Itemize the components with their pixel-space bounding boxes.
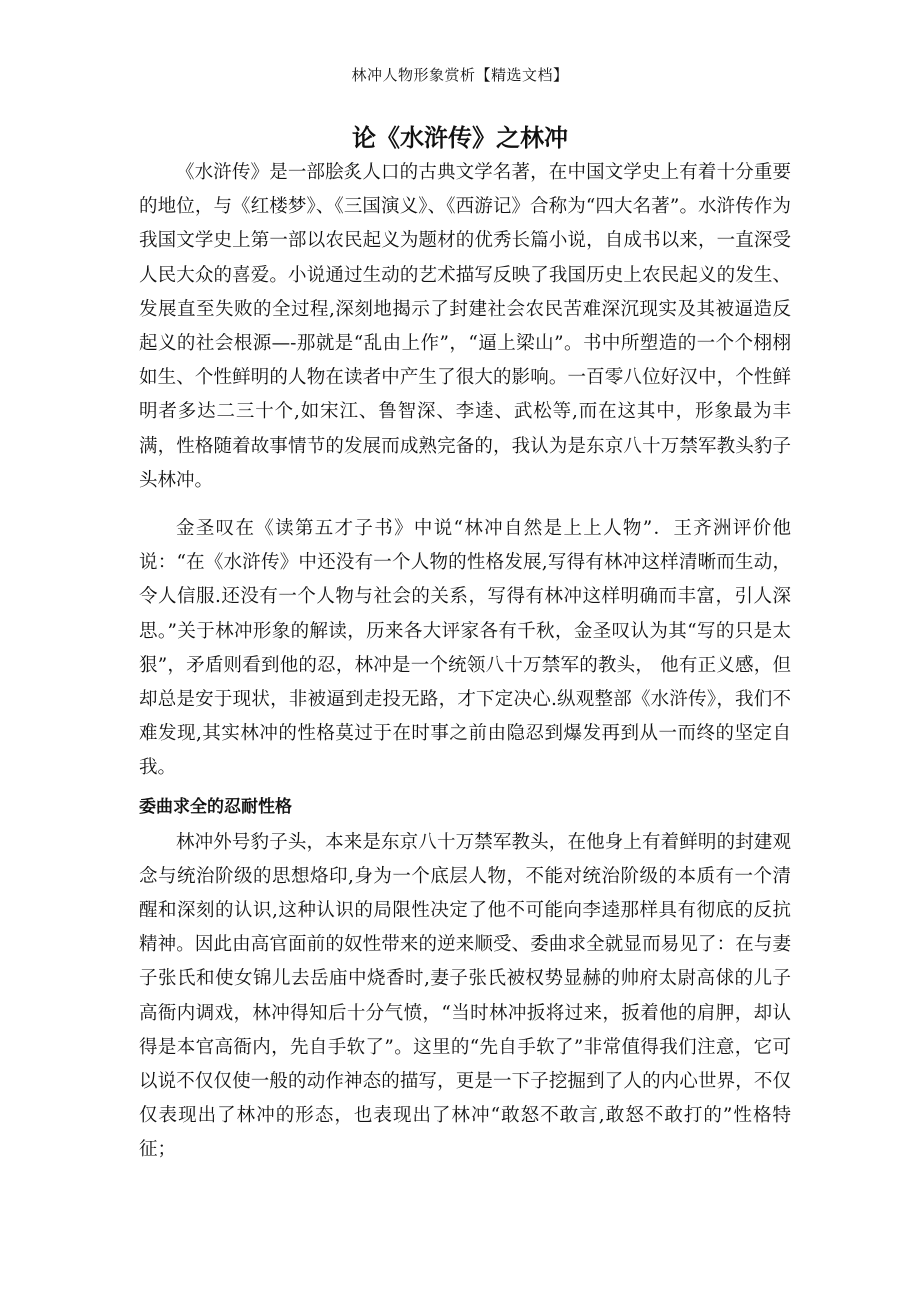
body-paragraph: 金圣叹在《读第五才子书》中说“林冲自然是上上人物”．王齐洲评价他说：“在《水浒传》中还没有一个人物的性格发展,写得有林冲这样清晰而生动，令人信服.还没有一个人物与社会的关系，写得有林冲这样明确而丰富，引人深思。”关于林冲形象的解读，历来各大评家各有千秋，金圣叹认为其“写的只是太狠”，矛盾则看到他的忍，林冲是一个统领八十万禁军的教头， 他有正义感，但却总是安于现状，非被逼到走投无路，才下定决心.纵观整部《水浒传》，我们不难发现,其实林冲的性格莫过于在时事之前由隐忍到爆发再到从一而终的坚定自我。 xyxy=(139,518,791,779)
section-paragraph: 林冲外号豹子头，本来是东京八十万禁军教头，在他身上有着鲜明的封建观念与统治阶级的思想烙印,身为一个底层人物，不能对统治阶级的本质有一个清醒和深刻的认识,这种认识的局限性决定了他不可能向李逵那样具有彻底的反抗精神。因此由高官面前的奴性带来的逆来顺受、委曲求全就显而易见了：在与妻子张氏和使女锦儿去岳庙中烧香时,妻子张氏被权势显赫的帅府太尉高俅的儿子高衙内调戏，林冲得知后十分气愤，“当时林冲扳将过来，扳着他的肩胛，却认得是本官高衙内，先自手软了”。这里的“先自手软了”非常值得我们注意，它可以说不仅仅使一般的动作神态的描写，更是一下子挖掘到了人的内心世界，不仅仅表现出了林冲的形态，也表现出了林冲“敢怒不敢言,敢怒不敢打的”性格特征； xyxy=(139,831,791,1161)
document-body xyxy=(139,156,791,1168)
document-title: 论《水浒传》之林冲 xyxy=(352,124,568,152)
section-heading: 委曲求全的忍耐性格 xyxy=(139,796,292,817)
body-paragraph: 《水浒传》是一部脍炙人口的古典文学名著，在中国文学史上有着十分重要的地位，与《红楼梦》、《三国演义》、《西游记》合称为“四大名著”。水浒传作为我国文学史上第一部以农民起义为题材的优秀长篇小说，自成书以来，一直深受人民大众的喜爱。小说通过生动的艺术描写反映了我国历史上农民起义的发生、发展直至失败的全过程,深刻地揭示了封建社会农民苦难深沉现实及其被逼造反起义的社会根源—-那就是“乱由上作”，“逼上梁山”。书中所塑造的一个个栩栩如生、个性鲜明的人物在读者中产生了很大的影响。一百零八位好汉中，个性鲜明者多达二三十个,如宋江、鲁智深、李逵、武松等,而在这其中，形象最为丰满，性格随着故事情节的发展而成熟完备的，我认为是东京八十万禁军教头豹子头林冲。 xyxy=(139,162,791,491)
page-header: 林冲人物形象赏析【精选文档】 xyxy=(351,66,569,84)
